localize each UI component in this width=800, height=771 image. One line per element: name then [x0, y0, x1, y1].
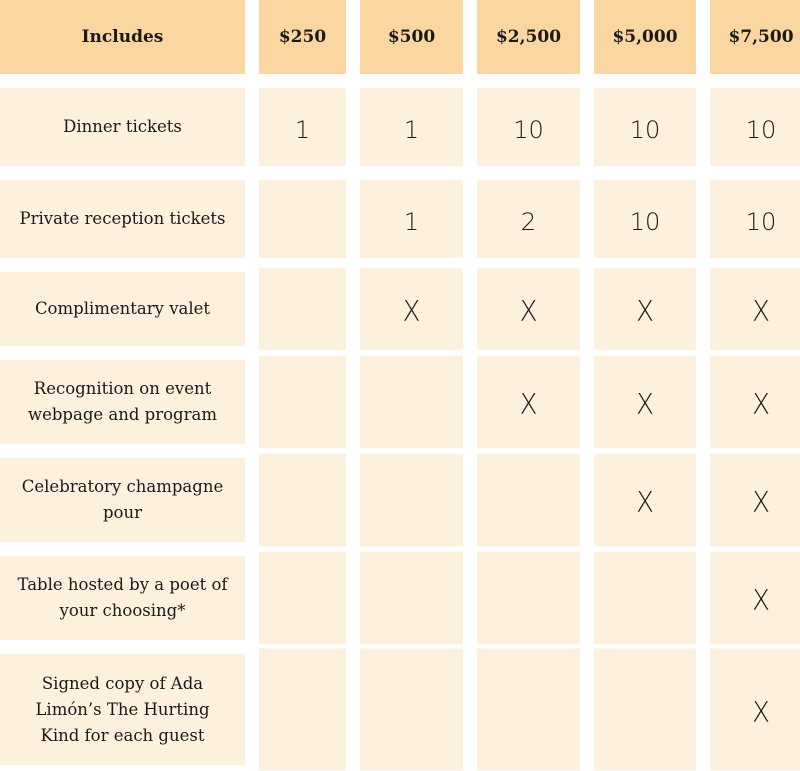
table-cell [477, 454, 580, 546]
table-cell [259, 454, 346, 546]
table-cell: 10 [477, 88, 580, 166]
table-cell: 10 [710, 180, 800, 258]
table-cell: 1 [360, 180, 463, 258]
row-label-table-hosted-by-poet: Table hosted by a poet of your choosing* [0, 556, 245, 640]
table-cell: 10 [594, 88, 696, 166]
row-label-champagne-pour: Celebratory champagne pour [0, 458, 245, 542]
table-cell: X [710, 454, 800, 546]
header-tier-7500: $7,500 [710, 0, 800, 74]
row-label-dinner-tickets: Dinner tickets [0, 88, 245, 166]
table-cell [360, 454, 463, 546]
table-cell: X [594, 268, 696, 349]
header-includes: Includes [0, 0, 245, 74]
table-cell [259, 180, 346, 258]
header-tier-5000: $5,000 [594, 0, 696, 74]
row-label-private-reception-tickets: Private reception tickets [0, 180, 245, 258]
table-cell [259, 648, 346, 770]
header-tier-250: $250 [259, 0, 346, 74]
table-cell [477, 648, 580, 770]
table-cell [259, 356, 346, 448]
table-cell [259, 268, 346, 349]
table-cell: 1 [259, 88, 346, 166]
table-cell: X [477, 268, 580, 349]
table-cell: X [594, 454, 696, 546]
table-cell [360, 552, 463, 644]
table-cell: 2 [477, 180, 580, 258]
table-cell: 1 [360, 88, 463, 166]
row-label-signed-copy: Signed copy of Ada Limón’s The Hurting Kind for each guest [0, 654, 245, 765]
header-tier-500: $500 [360, 0, 463, 74]
header-tier-2500: $2,500 [477, 0, 580, 74]
table-cell [594, 648, 696, 770]
table-cell [594, 552, 696, 644]
table-cell: X [594, 356, 696, 448]
row-label-recognition: Recognition on event webpage and program [0, 360, 245, 444]
table-cell: X [710, 268, 800, 349]
table-cell: 10 [594, 180, 696, 258]
table-cell: X [710, 356, 800, 448]
table-cell [360, 648, 463, 770]
table-cell: 10 [710, 88, 800, 166]
table-cell [259, 552, 346, 644]
table-cell [477, 552, 580, 644]
table-cell: X [360, 268, 463, 349]
table-cell [360, 356, 463, 448]
table-cell: X [710, 648, 800, 770]
table-cell: X [477, 356, 580, 448]
row-label-complimentary-valet: Complimentary valet [0, 272, 245, 346]
table-cell: X [710, 552, 800, 644]
